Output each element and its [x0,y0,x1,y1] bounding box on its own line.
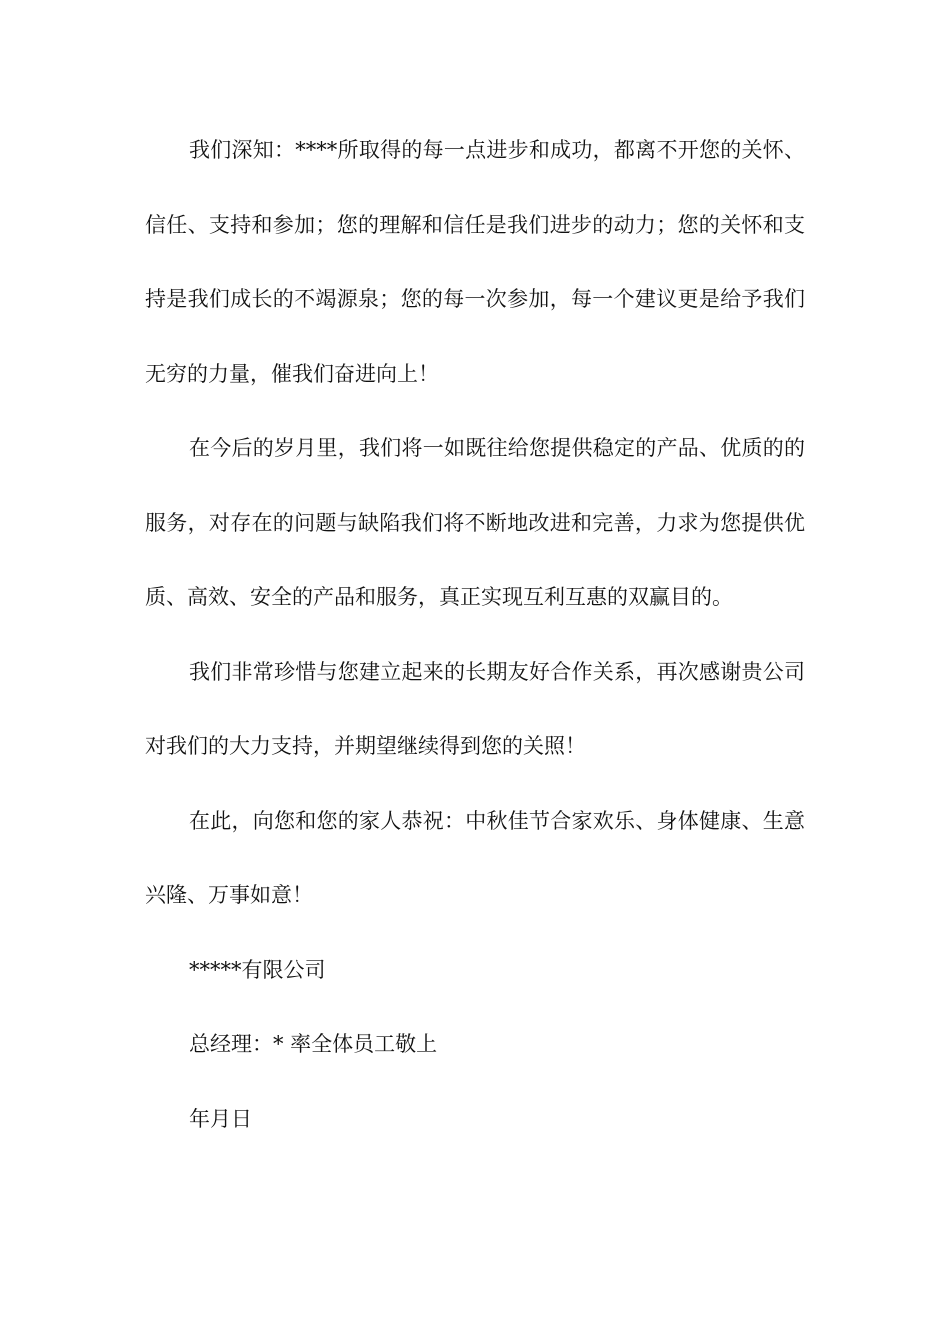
letter-body [145,113,805,1156]
signature-signer: 总经理：* 率全体员工敬上 [189,1032,438,1056]
paragraph-thanks: 我们非常珍惜与您建立起来的长期友好合作关系，再次感谢贵公司对我们的大力支持，并期望继续得到您的关照！ [145,659,805,758]
paragraph-gratitude: 我们深知：****所取得的每一点进步和成功，都离不开您的关怀、信任、支持和参加；您的理解和信任是我们进步的动力；您的关怀和支持是我们成长的不竭源泉；您的每一次参加，每一个建议更是给予我们无穷的力量，催我们奋进向上！ [145,138,805,386]
signature-date: 年月日 [189,1106,252,1131]
paragraph-wishes: 在此，向您和您的家人恭祝：中秋佳节合家欢乐、身体健康、生意兴隆、万事如意！ [145,808,805,907]
signature-company: *****有限公司 [189,957,326,982]
paragraph-commitment: 在今后的岁月里，我们将一如既往给您提供稳定的产品、优质的的服务，对存在的问题与缺陷我们将不断地改进和完善，力求为您提供优质、高效、安全的产品和服务，真正实现互利互惠的双赢目的。 [145,436,805,609]
